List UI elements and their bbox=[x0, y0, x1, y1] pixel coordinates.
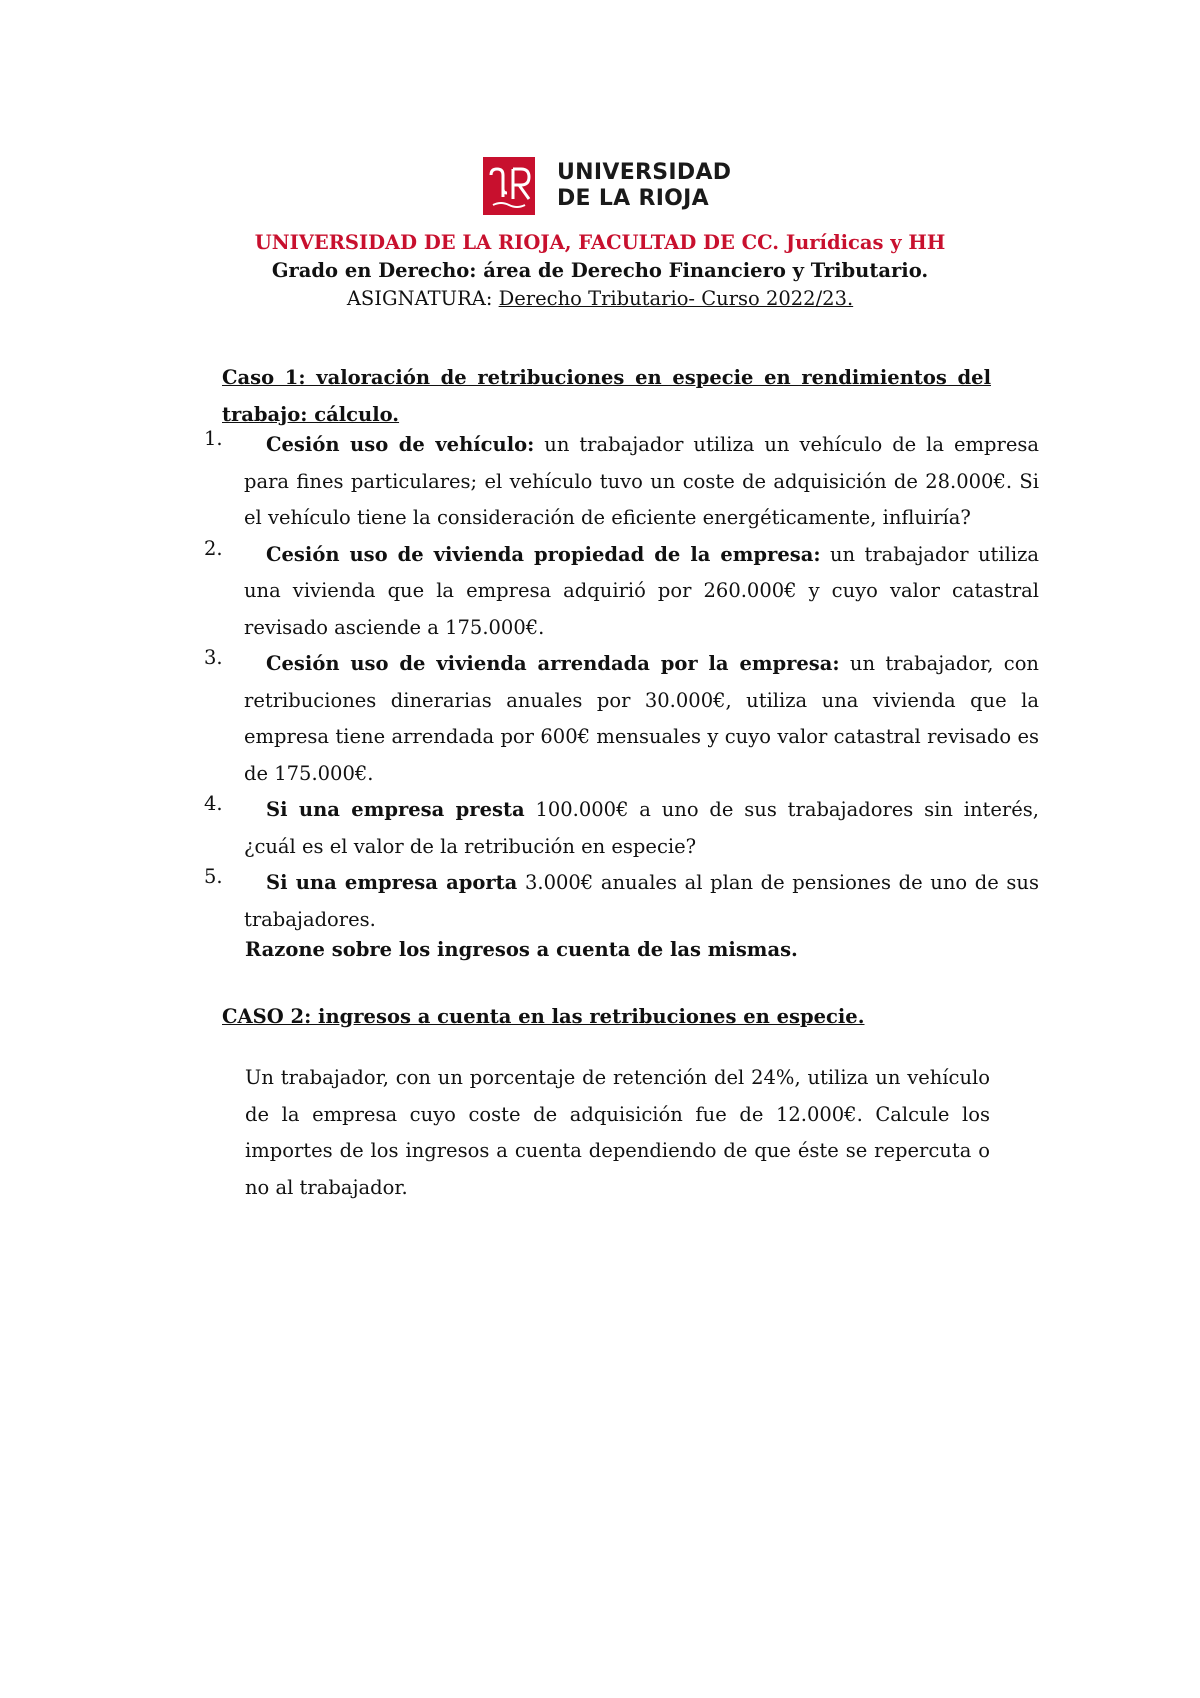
list-item-body: un trabajador, con retribuciones dinerarias anuales por 30.000€, utiliza una vivienda que la empresa tiene arrendada por 600€ mensuales y cuyo valor catastral revisado es de 175.000€. bbox=[244, 652, 1039, 785]
university-logo bbox=[483, 157, 732, 215]
case1-closing: Razone sobre los ingresos a cuenta de las mismas. bbox=[245, 938, 798, 961]
university-heading: UNIVERSIDAD DE LA RIOJA, FACULTAD DE CC. Jurídicas y HH bbox=[254, 231, 946, 254]
list-item-body: un trabajador utiliza un vehículo de la empresa para fines particulares; el vehículo tuvo un coste de adquisición de 28.000€. Si el vehículo tiene la consideración de eficiente energéticamente, influiría? bbox=[244, 433, 1039, 529]
case1-title-line-1: Caso 1: valoración de retribuciones en especie en rendimientos del bbox=[222, 366, 991, 389]
list-item-body: un trabajador utiliza una vivienda que la empresa adquirió por 260.000€ y cuyo valor catastral revisado asciende a 175.000€. bbox=[244, 542, 1040, 639]
list-item-text bbox=[244, 646, 1039, 792]
list-item-lead: Si una empresa aporta bbox=[266, 871, 518, 894]
case2-body: Un trabajador, con un porcentaje de retención del 24%, utiliza un vehículo de la empresa cuyo coste de adquisición fue de 12.000€. Calcule los importes de los ingresos a cuenta dependiendo de que éste se repercuta o no al trabajador. bbox=[245, 1066, 990, 1199]
list-item bbox=[204, 646, 1039, 792]
degree-heading: Grado en Derecho: área de Derecho Financiero y Tributario. bbox=[271, 259, 929, 282]
university-logo-icon bbox=[483, 157, 535, 215]
list-item-lead: Cesión uso de vivienda propiedad de la empresa: bbox=[266, 542, 821, 566]
list-item bbox=[204, 427, 1039, 537]
list-item-text bbox=[244, 865, 1039, 938]
case1-list bbox=[204, 427, 1039, 938]
list-item-lead: Cesión uso de vivienda arrendada por la empresa: bbox=[266, 652, 840, 675]
list-item bbox=[204, 792, 1039, 865]
list-item-lead: Si una empresa presta bbox=[266, 798, 525, 821]
list-item bbox=[204, 865, 1039, 938]
case2-title: CASO 2: ingresos a cuenta en las retribuciones en especie. bbox=[222, 1005, 865, 1028]
list-item-body: 100.000€ a uno de sus trabajadores sin interés, ¿cuál es el valor de la retribución en especie? bbox=[244, 798, 1039, 858]
list-item-number: 5. bbox=[204, 865, 223, 888]
list-item bbox=[204, 537, 1039, 647]
logo-line-1: UNIVERSIDAD bbox=[557, 160, 732, 185]
subject-heading bbox=[0, 285, 1200, 313]
list-item-number: 4. bbox=[204, 792, 223, 815]
document-header bbox=[0, 229, 1200, 313]
subject-label: ASIGNATURA: bbox=[346, 287, 493, 310]
logo-line-2: DE LA RIOJA bbox=[557, 186, 709, 211]
list-item-number: 3. bbox=[204, 646, 223, 669]
list-item-number: 1. bbox=[204, 427, 223, 450]
list-item-lead: Cesión uso de vehículo: bbox=[266, 433, 535, 456]
list-item-text bbox=[244, 427, 1039, 537]
case1-title bbox=[222, 359, 991, 433]
list-item-text bbox=[244, 792, 1039, 865]
list-item-body: 3.000€ anuales al plan de pensiones de uno de sus trabajadores. bbox=[244, 871, 1039, 931]
list-item-text bbox=[244, 537, 1039, 647]
university-logo-text bbox=[557, 160, 731, 212]
subject-value: Derecho Tributario- Curso 2022/23. bbox=[498, 287, 854, 310]
case1-title-line-2: trabajo: cálculo. bbox=[222, 403, 400, 426]
list-item-number: 2. bbox=[204, 536, 223, 560]
